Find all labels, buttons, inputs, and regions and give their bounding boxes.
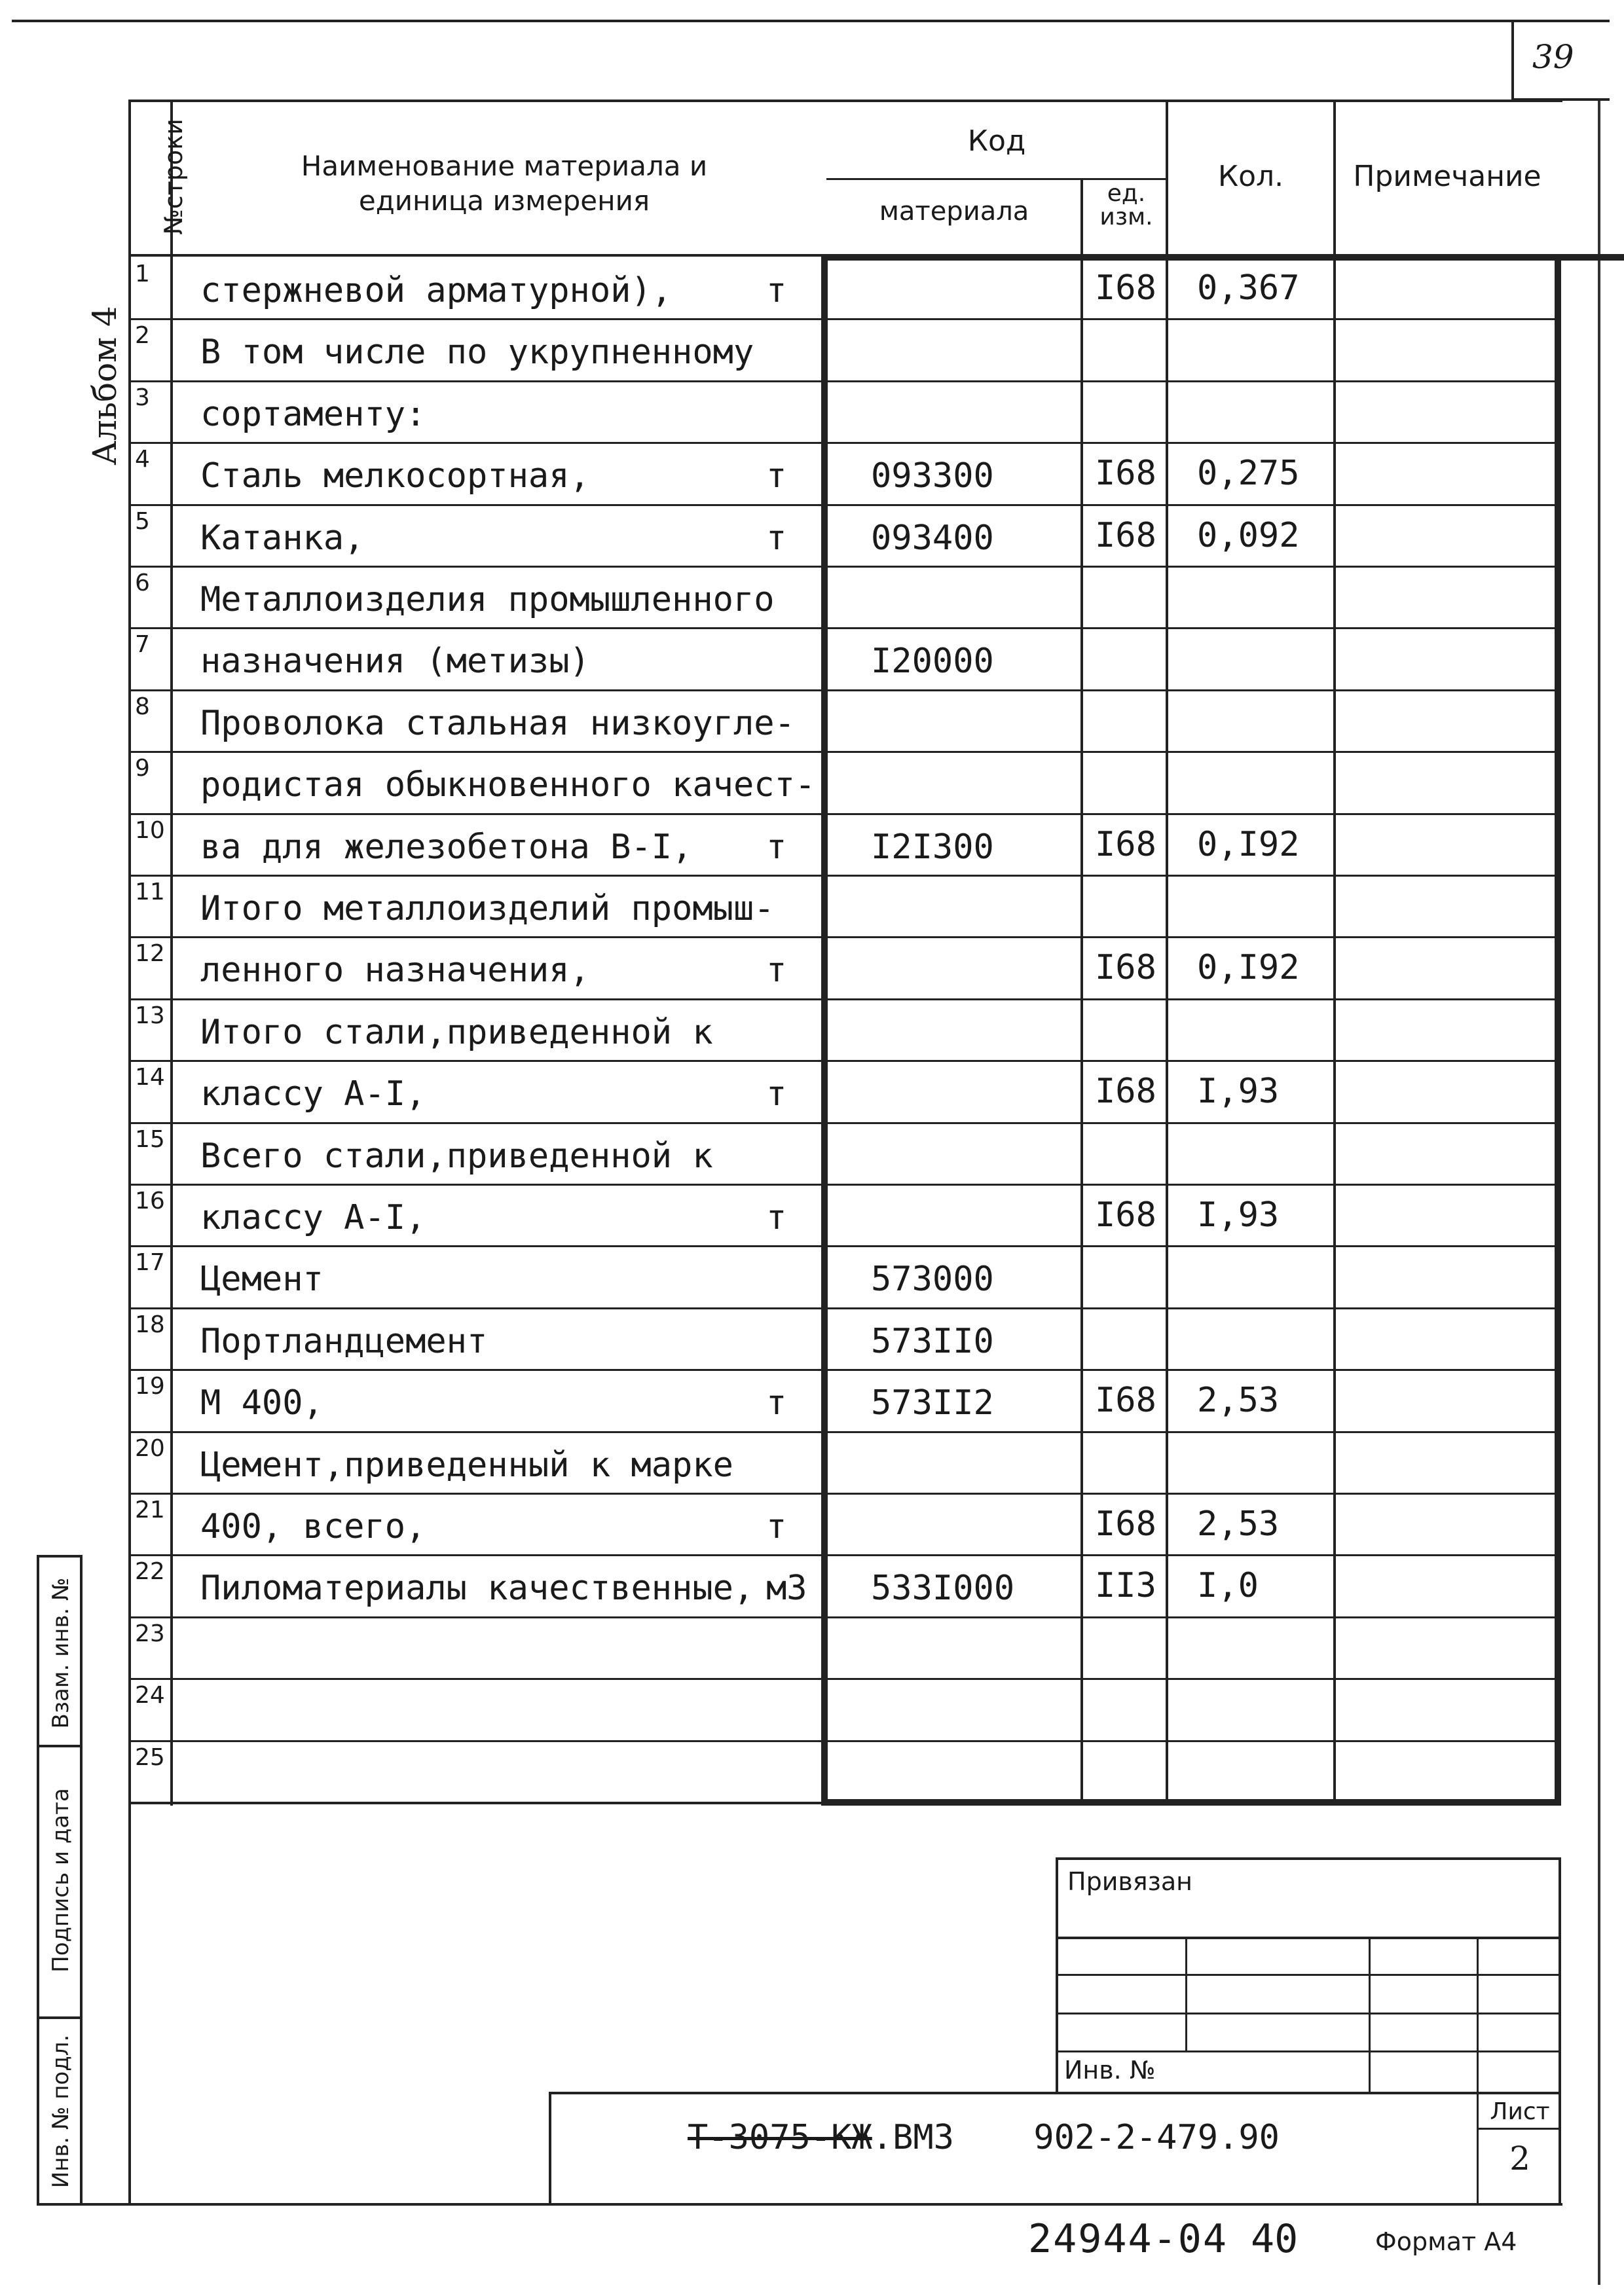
row-name: Проволока стальная низкоугле- xyxy=(200,704,795,743)
row-name: Итого металлоизделий промыш- xyxy=(200,889,775,928)
side-stamp-podpis: Подпись и дата xyxy=(48,1788,74,1973)
frame-top-border xyxy=(12,20,1610,22)
frame-right-border xyxy=(1598,98,1600,2285)
row-divider xyxy=(131,1554,1559,1556)
tb-main-left xyxy=(549,2092,551,2204)
row-qty: 0,367 xyxy=(1197,268,1300,308)
row-number: 19 xyxy=(135,1373,165,1400)
row-divider xyxy=(131,380,1559,382)
row-qty: 0,275 xyxy=(1197,454,1300,493)
row-code: 573II2 xyxy=(871,1383,994,1423)
row-unit: т xyxy=(766,456,787,496)
row-number: 15 xyxy=(135,1126,165,1153)
row-unit-code: I68 xyxy=(1095,1072,1156,1111)
tb-col-1 xyxy=(1185,1937,1187,2052)
row-name: ленного назначения, xyxy=(200,951,590,990)
qty-col-divider xyxy=(1333,100,1336,1806)
row-qty: 0,I92 xyxy=(1197,948,1300,987)
row-name: Портландцемент xyxy=(200,1322,488,1361)
row-number: 20 xyxy=(135,1435,165,1462)
row-unit: т xyxy=(766,828,787,867)
row-code: I20000 xyxy=(871,642,994,681)
tb-main-top xyxy=(549,2092,1561,2094)
data-area-bottom xyxy=(821,1799,1561,1806)
tb-doc-number: 902-2-479.90 xyxy=(1033,2118,1280,2157)
row-number: 10 xyxy=(135,817,165,844)
format-label: Формат А4 xyxy=(1375,2227,1517,2256)
table-top-border xyxy=(128,100,1562,102)
row-qty: I,0 xyxy=(1197,1566,1259,1605)
row-code: 093300 xyxy=(871,456,994,496)
row-name: Всего стали,приведенной к xyxy=(200,1137,713,1176)
row-divider xyxy=(131,504,1559,506)
row-number: 11 xyxy=(135,879,165,905)
row-number: 25 xyxy=(135,1744,165,1771)
data-area-top xyxy=(821,254,1624,261)
row-name: родистая обыкновенного качест- xyxy=(200,765,816,805)
header-bottom-border xyxy=(128,254,829,257)
row-name: классу А-I, xyxy=(200,1074,426,1114)
row-qty: I,93 xyxy=(1197,1072,1280,1111)
tb-inv-no: Инв. № xyxy=(1064,2056,1156,2085)
row-unit: т xyxy=(766,1507,787,1546)
row-code: 573000 xyxy=(871,1260,994,1299)
tb-row-2 xyxy=(1056,1974,1561,1976)
row-divider xyxy=(131,1184,1559,1186)
row-name: Цемент xyxy=(200,1260,323,1299)
row-unit-code: I68 xyxy=(1095,825,1156,864)
row-number: 9 xyxy=(135,755,150,782)
tb-sheet-divider xyxy=(1477,2128,1561,2130)
page-bottom-border xyxy=(37,2203,1562,2206)
table-left-border xyxy=(128,100,131,2204)
row-number: 12 xyxy=(135,940,165,967)
row-number: 16 xyxy=(135,1188,165,1214)
row-number: 17 xyxy=(135,1249,165,1276)
tb-doc-code xyxy=(688,2118,1280,2157)
row-number: 18 xyxy=(135,1311,165,1338)
row-name: Металлоизделия промышленного xyxy=(200,580,775,619)
tb-doc-code-rest: .ВМЗ xyxy=(872,2118,954,2157)
row-number: 22 xyxy=(135,1558,165,1585)
row-name: М 400, xyxy=(200,1383,323,1423)
album-label: Альбом 4 xyxy=(86,306,124,465)
row-name: ва для железобетона В-I, xyxy=(200,828,693,867)
header-code-unit: ед. изм. xyxy=(1099,180,1153,230)
row-name: В том числе по укрупненному xyxy=(200,333,754,372)
row-divider xyxy=(131,1431,1559,1433)
row-unit-code: I68 xyxy=(1095,516,1156,555)
tb-col-2 xyxy=(1369,1937,1371,2094)
row-unit: т xyxy=(766,271,787,310)
page-number: 39 xyxy=(1532,38,1574,76)
row-divider xyxy=(131,1493,1559,1495)
row-unit: т xyxy=(766,1198,787,1237)
row-name: сортаменту: xyxy=(200,395,426,434)
row-divider xyxy=(131,1245,1559,1247)
page-number-box-left xyxy=(1511,21,1514,100)
row-divider xyxy=(131,751,1559,753)
row-unit: т xyxy=(766,519,787,558)
row-qty: 2,53 xyxy=(1197,1504,1280,1544)
row-divider xyxy=(131,1122,1559,1124)
row-number: 4 xyxy=(135,446,150,473)
header-name: Наименование материала и единица измерения xyxy=(301,150,708,217)
row-divider xyxy=(131,689,1559,691)
row-number: 21 xyxy=(135,1497,165,1523)
row-name: Катанка, xyxy=(200,519,365,558)
tb-doc-code-struck: Т-3075-КЖ xyxy=(688,2118,872,2157)
row-divider xyxy=(131,813,1559,815)
tb-row-3 xyxy=(1056,2013,1561,2014)
row-unit: м3 xyxy=(766,1569,807,1608)
row-unit-code: I68 xyxy=(1095,454,1156,493)
row-unit: т xyxy=(766,951,787,990)
row-qty: 2,53 xyxy=(1197,1381,1280,1420)
row-name: 400, всего, xyxy=(200,1507,426,1546)
row-number: 7 xyxy=(135,631,150,658)
row-divider xyxy=(131,1678,1559,1680)
row-unit-code: II3 xyxy=(1095,1566,1156,1605)
row-qty: I,93 xyxy=(1197,1195,1280,1235)
row-divider xyxy=(131,875,1559,877)
row-number: 13 xyxy=(135,1002,165,1029)
archive-sheet: 40 xyxy=(1251,2216,1299,2262)
row-code: 573II0 xyxy=(871,1322,994,1361)
row-name: Пиломатериалы качественные, xyxy=(200,1569,754,1608)
row-number: 3 xyxy=(135,384,150,411)
row-number: 2 xyxy=(135,322,150,349)
side-stamp-inv-podl: Инв. № подл. xyxy=(48,2034,74,2189)
code-col-divider xyxy=(1080,178,1083,1806)
row-divider xyxy=(131,1740,1559,1742)
tb-row-1 xyxy=(1056,1937,1561,1939)
header-code-material: материала xyxy=(879,196,1029,227)
row-number: 24 xyxy=(135,1682,165,1709)
row-code: 533I000 xyxy=(871,1569,1015,1608)
row-number: 14 xyxy=(135,1064,165,1091)
row-name: Цемент,приведенный к марке xyxy=(200,1446,733,1485)
row-divider xyxy=(131,1616,1559,1618)
tb-privyazan: Привязан xyxy=(1067,1867,1192,1896)
data-area-left xyxy=(821,254,828,1806)
row-divider xyxy=(131,1369,1559,1371)
row-code: I2I300 xyxy=(871,828,994,867)
rows-bottom-border xyxy=(128,1802,829,1804)
tb-right xyxy=(1559,1857,1561,2204)
side-stamp-right xyxy=(80,1555,83,2204)
row-name: Сталь мелкосортная, xyxy=(200,456,590,496)
row-unit: т xyxy=(766,1074,787,1114)
row-unit-code: I68 xyxy=(1095,268,1156,308)
row-divider xyxy=(131,1307,1559,1309)
header-code: Код xyxy=(967,124,1026,158)
header-qty: Кол. xyxy=(1217,160,1284,193)
header-row-no: №строки xyxy=(159,118,188,235)
row-divider xyxy=(131,936,1559,938)
row-number: 23 xyxy=(135,1620,165,1647)
row-number: 1 xyxy=(135,261,150,287)
row-number: 5 xyxy=(135,508,150,535)
row-divider xyxy=(131,1060,1559,1062)
unit-col-divider xyxy=(1166,100,1168,1806)
row-code: 093400 xyxy=(871,519,994,558)
row-name: классу А-I, xyxy=(200,1198,426,1237)
row-unit-code: I68 xyxy=(1095,1381,1156,1420)
side-stamp-top xyxy=(37,1555,83,1558)
row-divider xyxy=(131,442,1559,444)
row-unit-code: I68 xyxy=(1095,948,1156,987)
row-number: 8 xyxy=(135,693,150,720)
row-divider xyxy=(131,627,1559,629)
row-name: назначения (метизы) xyxy=(200,642,590,681)
row-number: 6 xyxy=(135,570,150,596)
row-divider xyxy=(131,318,1559,320)
rownum-col-divider xyxy=(170,100,173,1806)
row-unit-code: I68 xyxy=(1095,1504,1156,1544)
row-divider xyxy=(131,566,1559,568)
archive-number: 24944-04 xyxy=(1028,2216,1228,2262)
tb-sheet-label: Лист xyxy=(1490,2098,1550,2125)
tb-row-4 xyxy=(1056,2050,1561,2052)
header-note: Примечание xyxy=(1353,160,1541,193)
tb-sheet-value: 2 xyxy=(1509,2140,1530,2178)
row-qty: 0,I92 xyxy=(1197,825,1300,864)
row-name: стержневой арматурной), xyxy=(200,271,673,310)
row-qty: 0,092 xyxy=(1197,516,1300,555)
side-stamp-left xyxy=(37,1555,39,2204)
side-stamp-vzam: Взам. инв. № xyxy=(48,1577,74,1729)
tb-privyazan-top xyxy=(1056,1857,1561,1860)
row-unit: т xyxy=(766,1383,787,1423)
tb-col-3 xyxy=(1477,1937,1479,2205)
row-unit-code: I68 xyxy=(1095,1195,1156,1235)
data-area-right xyxy=(1555,254,1561,1806)
row-name: Итого стали,приведенной к xyxy=(200,1013,713,1052)
row-divider xyxy=(131,998,1559,1000)
